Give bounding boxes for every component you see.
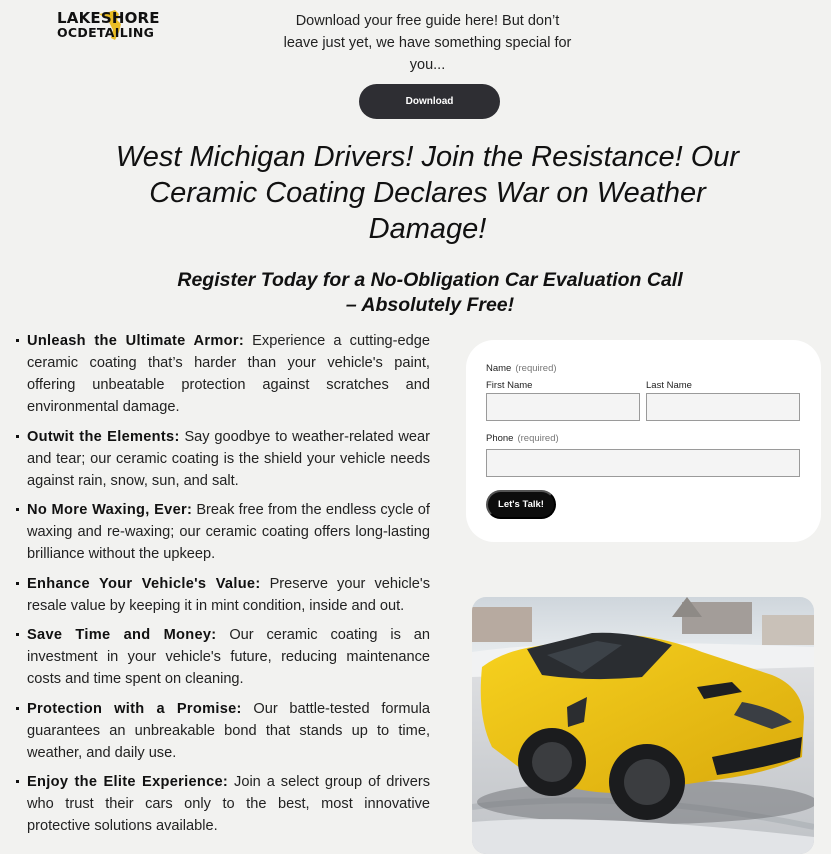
bullet-icon <box>16 707 19 710</box>
benefit-text: Our battle-tested formula guarantees an unbreakable bond that stands up to time, weather, and daily use. <box>27 700 430 761</box>
last-name-label: Last Name <box>646 380 692 391</box>
bullet-icon <box>16 633 19 636</box>
brand-logo[interactable] <box>55 8 170 42</box>
first-name-label: First Name <box>486 380 533 391</box>
phone-label-text: Phone <box>486 433 514 444</box>
download-button[interactable]: Download <box>359 84 500 119</box>
list-item <box>14 771 430 837</box>
benefit-text: Say goodbye to weather-related wear and tear; our ceramic coating is the shield your vehicle needs against rain, snow, sun, and salt. <box>27 428 430 489</box>
phone-field[interactable] <box>486 449 800 477</box>
phone-label <box>486 433 559 444</box>
page-headline: West Michigan Drivers! Join the Resistance! Our Ceramic Coating Declares War on Weather Damage! <box>115 141 740 245</box>
benefit-text: Experience a cutting-edge ceramic coating that’s harder than your vehicle's paint, offering unbeatable protection against scratches and environmental damage. <box>27 333 430 415</box>
benefit-text: Join a select group of drivers who trust their cars only to the best, most innovative protective solutions available. <box>27 774 430 834</box>
bullet-icon <box>16 780 19 783</box>
bullet-icon <box>16 435 19 438</box>
benefit-title: Save Time and Money: <box>27 627 217 643</box>
first-name-field[interactable] <box>486 393 640 421</box>
list-item <box>14 698 430 764</box>
benefit-title: Unleash the Ultimate Armor: <box>27 333 244 349</box>
benefit-title: Enjoy the Elite Experience: <box>27 774 229 790</box>
benefits-list <box>14 330 430 845</box>
benefit-title: Protection with a Promise: <box>27 700 242 717</box>
benefit-title: Enhance Your Vehicle's Value: <box>27 575 261 592</box>
list-item <box>14 330 430 418</box>
evaluation-form <box>466 340 821 542</box>
car-photo <box>472 597 814 854</box>
promo-text: Download your free guide here! But don’t leave just yet, we have something special for you... <box>283 13 572 73</box>
logo-line-2: OCDETAILING <box>57 25 155 40</box>
name-label <box>486 363 557 374</box>
required-marker: (required) <box>515 363 557 374</box>
benefit-text: Break free from the endless cycle of waxing and re-waxing; our ceramic coating offers long-lasting brilliance without the upkeep. <box>27 502 430 562</box>
bullet-icon <box>16 508 19 511</box>
name-label-text: Name <box>486 363 512 374</box>
benefit-text: Preserve your vehicle's resale value by keeping it in mint condition, inside and out. <box>27 575 430 614</box>
list-item <box>14 573 430 617</box>
benefit-text: Our ceramic coating is an investment in your vehicle's future, reducing maintenance costs and time spent on cleaning. <box>27 627 430 687</box>
list-item <box>14 426 430 492</box>
page-subheadline: Register Today for a No-Obligation Car Evaluation Call – Absolutely Free! <box>177 269 683 316</box>
yellow-sports-car-image <box>472 597 814 854</box>
benefit-title: Outwit the Elements: <box>27 428 180 445</box>
benefit-title: No More Waxing, Ever: <box>27 502 193 518</box>
required-marker: (required) <box>517 433 559 444</box>
bullet-icon <box>16 582 19 585</box>
logo-line-1: LAKESHORE <box>57 9 160 27</box>
list-item <box>14 499 430 565</box>
bullet-icon <box>16 339 19 342</box>
last-name-field[interactable] <box>646 393 800 421</box>
lets-talk-button[interactable]: Let's Talk! <box>486 490 556 519</box>
list-item <box>14 624 430 690</box>
